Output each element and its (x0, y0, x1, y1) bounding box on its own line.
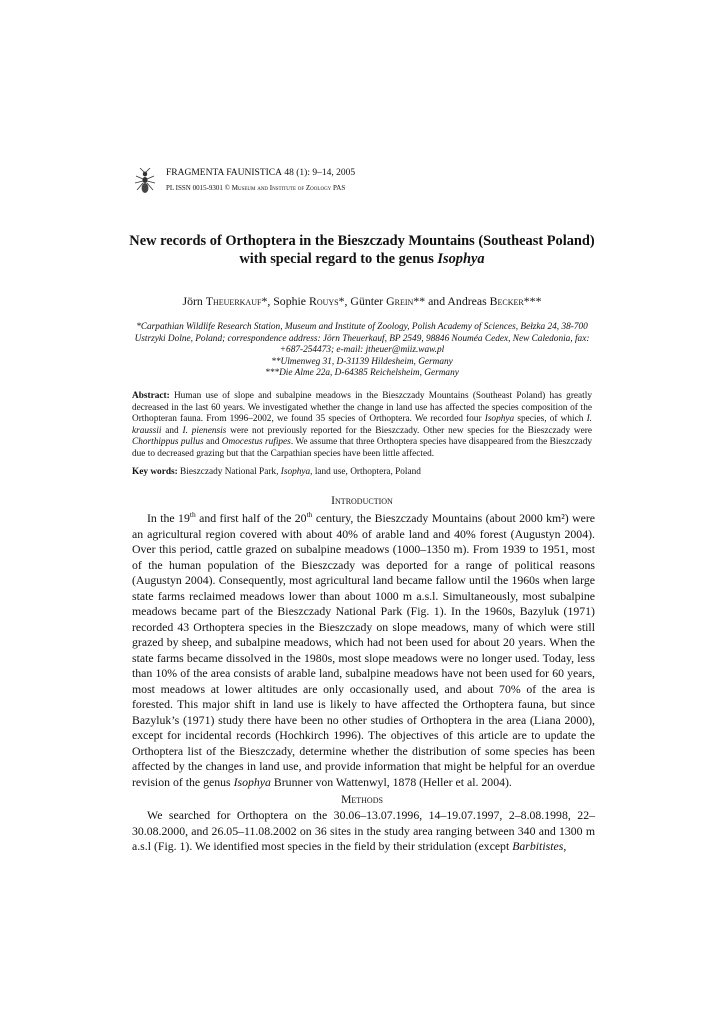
affiliation-3: ***Die Alme 22a, D-64385 Reichelsheim, Germany (265, 368, 459, 379)
introduction-paragraph: In the 19th and first half of the 20th century, the Bieszczady Mountains (about 2000 km²) were an agricultural region covered with about 40% of arable land and 40% forest (Augustyn 2004). Over this period, cattle grazed on subalpine meadows (1000–1350 m). From 1939 to 1951, most of the human population of the Bieszczady was deported for a range of political reasons (Augustyn 2004). Consequently, most agricultural land became fallow until the 1960s when large state farms reclaimed meadows lower than about 1000 m a.s.l. Simultaneously, most subalpine meadows became part of the Bieszczady National Park (Fig. 1). In the 1960s, Bazyluk (1971) recorded 43 Orthoptera species in the Bieszczady on slope meadows, many of which were still grazed by sheep, and subalpine meadows, which had not been used for about 20 years. When the state farms became dissolved in the 1980s, most slope meadows were no longer used. Today, less than 10% of the area consists of arable land, subalpine meadows have not been used for 60 years, most meadows at lower altitudes are only occasionally used, and about 70% of the area is forested. This major shift in land use is likely to have affected the Orthoptera fauna, but since Bazyluk’s (1971) study there have been no other studies of Orthoptera in the area (Liana 2000), except for incidental records (Hochkirch 1996). The objectives of this article are to update the Orthoptera list of the Bieszczady, determine whether the distribution of some species has been affected by the changes in land use, and provide information that might be helpful for an overdue revision of the genus Isophya Brunner von Wattenwyl, 1878 (Heller et al. 2004). (132, 510, 596, 789)
keywords: Key words: Bieszczady National Park, Isophya, land use, Orthoptera, Poland (132, 467, 421, 477)
affiliations (132, 322, 592, 380)
affiliation-2: **Ulmenweg 31, D-31139 Hildesheim, Germany (271, 356, 453, 367)
abstract: Abstract: Human use of slope and subalpine meadows in the Bieszczady Mountains (Southeast Poland) has greatly decreased in the last 60 years. We investigated whether the change in land use has affected the species composition of the Orthopteran fauna. From 1996–2002, we found 35 species of Orthoptera. We recorded four Isophya species, of which I. kraussii and I. pienensis were not previously reported for the Bieszczady. Other new species for the Bieszczady were Chorthippus pullus and Omocestus rufipes. We assume that three Orthoptera species have disappeared from the Bieszczady due to decreased grazing but that the Carpathian species have been little affected. (132, 391, 592, 459)
affiliation-1: *Carpathian Wildlife Research Station, Museum and Institute of Zoology, Polish Academy of Sciences, Bełzka 24, 38-700 Ustrzyki Dolne, Poland; correspondence address: Jörn Theuerkauf, BP 2549, 98846 Nouméa Cedex, New Caledonia, fax: +687-254473; e-mail: jtheuer@miiz.waw.pl (134, 322, 590, 356)
author-list: Jörn Theuerkauf*, Sophie Rouys*, Günter Grein** and Andreas Becker*** (182, 294, 542, 308)
journal-citation: FRAGMENTA FAUNISTICA 48 (1): 9–14, 2005 (166, 168, 356, 178)
methods-heading: Methods (341, 793, 383, 806)
insect-logo-icon (134, 168, 156, 196)
methods-paragraph: We searched for Orthoptera on the 30.06–13.07.1996, 14–19.07.1997, 2–8.08.1998, 22–30.08.2000, and 26.05–11.08.2002 on 36 sites in the study area ranging between 340 and 1300 m a.s.l (Fig. 1). We identified most species in the field by their stridulation (except Barbitistes, (132, 808, 595, 853)
article-title: New records of Orthoptera in the Bieszczady Mountains (Southeast Poland) with special regard to the genus Isophya (129, 233, 595, 267)
introduction-heading: Introduction (331, 494, 393, 507)
issn-line: PL ISSN 0015-9301 © Museum and Institute of Zoology PAS (166, 184, 346, 192)
